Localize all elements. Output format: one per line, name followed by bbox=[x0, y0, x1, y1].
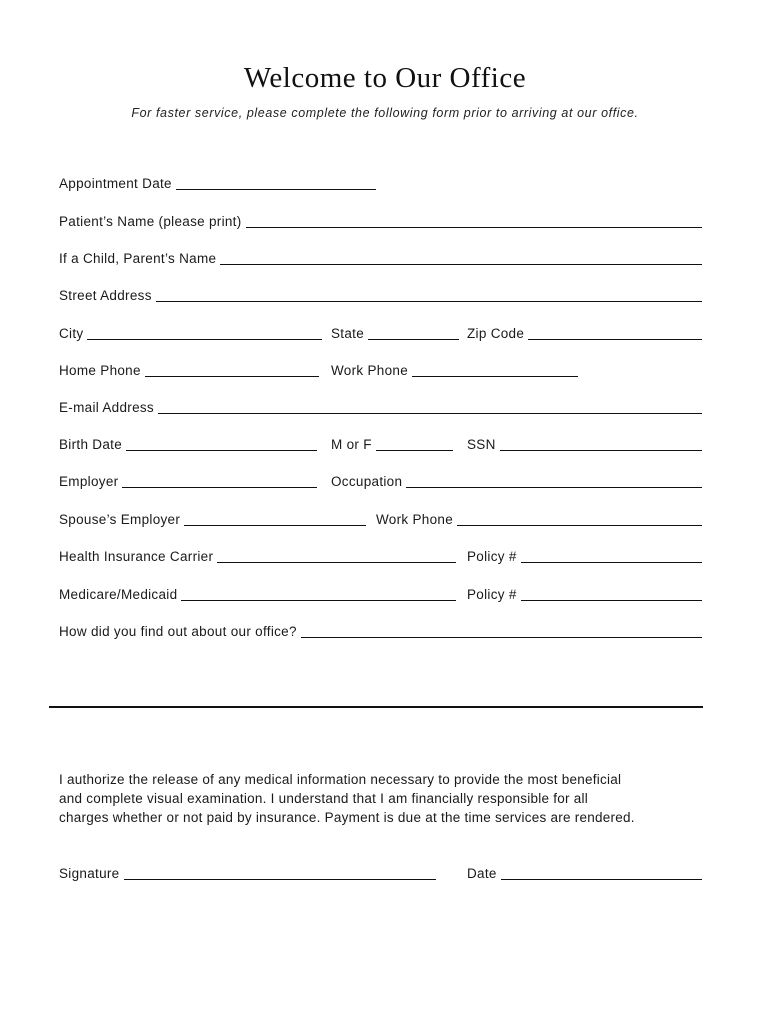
row-patient-name bbox=[59, 210, 703, 232]
sex-label: M or F bbox=[331, 437, 372, 452]
authorization-line-1: I authorize the release of any medical information necessary to provide the most beneficial bbox=[59, 772, 622, 787]
state-label: State bbox=[331, 326, 365, 341]
sex-line[interactable] bbox=[376, 436, 453, 451]
signature-date-field[interactable] bbox=[467, 862, 702, 882]
policy-number-line[interactable] bbox=[521, 548, 702, 563]
medicare-medicaid-field[interactable] bbox=[59, 583, 456, 603]
spouse-work-phone-field[interactable] bbox=[376, 508, 702, 528]
home-phone-label: Home Phone bbox=[59, 363, 141, 378]
authorization-text bbox=[59, 770, 719, 827]
appointment-date-field[interactable] bbox=[59, 172, 376, 192]
signature-label: Signature bbox=[59, 866, 120, 881]
signature-date-line[interactable] bbox=[501, 865, 702, 880]
policy-number-label: Policy # bbox=[467, 549, 517, 564]
referral-line[interactable] bbox=[301, 623, 702, 638]
row-appointment bbox=[59, 172, 703, 194]
zip-code-line[interactable] bbox=[528, 325, 702, 340]
street-address-line[interactable] bbox=[156, 287, 702, 302]
ssn-line[interactable] bbox=[500, 436, 702, 451]
work-phone-label: Work Phone bbox=[331, 363, 409, 378]
patient-name-label: Patient’s Name (please print) bbox=[59, 214, 242, 229]
row-street-address bbox=[59, 284, 703, 306]
form-title: Welcome to Our Office bbox=[243, 62, 527, 94]
appointment-date-line[interactable] bbox=[176, 175, 376, 190]
medicare-policy-field[interactable] bbox=[467, 583, 702, 603]
row-parent-name bbox=[59, 247, 703, 269]
work-phone-field[interactable] bbox=[331, 359, 578, 379]
authorization-line-3: charges whether or not paid by insurance. Payment is due at the time services are rendered. bbox=[59, 810, 635, 825]
home-phone-field[interactable] bbox=[59, 359, 319, 379]
home-phone-line[interactable] bbox=[145, 362, 319, 377]
state-line[interactable] bbox=[368, 325, 459, 340]
birth-date-field[interactable] bbox=[59, 433, 317, 453]
occupation-line[interactable] bbox=[406, 473, 702, 488]
email-address-field[interactable] bbox=[59, 396, 702, 416]
spouse-work-phone-line[interactable] bbox=[457, 511, 702, 526]
insurance-carrier-field[interactable] bbox=[59, 545, 456, 565]
state-field[interactable] bbox=[331, 322, 459, 342]
row-email bbox=[59, 396, 703, 418]
section-divider bbox=[49, 706, 703, 708]
ssn-field[interactable] bbox=[467, 433, 702, 453]
patient-name-line[interactable] bbox=[246, 213, 702, 228]
medicare-medicaid-line[interactable] bbox=[181, 586, 456, 601]
parent-name-label: If a Child, Parent’s Name bbox=[59, 251, 217, 266]
employer-field[interactable] bbox=[59, 470, 317, 490]
row-spouse bbox=[59, 508, 703, 530]
signature-field[interactable] bbox=[59, 862, 436, 882]
insurance-carrier-line[interactable] bbox=[217, 548, 456, 563]
city-field[interactable] bbox=[59, 322, 322, 342]
birth-date-label: Birth Date bbox=[59, 437, 123, 452]
spouse-employer-label: Spouse’s Employer bbox=[59, 512, 181, 527]
patient-name-field[interactable] bbox=[59, 210, 702, 230]
medicare-medicaid-label: Medicare/Medicaid bbox=[59, 587, 178, 602]
city-label: City bbox=[59, 326, 84, 341]
employer-label: Employer bbox=[59, 474, 119, 489]
email-address-label: E-mail Address bbox=[59, 400, 154, 415]
parent-name-line[interactable] bbox=[220, 250, 702, 265]
medicare-policy-label: Policy # bbox=[467, 587, 517, 602]
row-referral bbox=[59, 620, 703, 642]
signature-line[interactable] bbox=[124, 865, 437, 880]
authorization-line-2: and complete visual examination. I understand that I am financially responsible for all bbox=[59, 791, 589, 806]
row-medicare bbox=[59, 583, 703, 605]
zip-code-label: Zip Code bbox=[467, 326, 525, 341]
occupation-label: Occupation bbox=[331, 474, 403, 489]
medicare-policy-line[interactable] bbox=[521, 586, 702, 601]
row-employer-occupation bbox=[59, 470, 703, 492]
spouse-employer-line[interactable] bbox=[184, 511, 366, 526]
appointment-date-label: Appointment Date bbox=[59, 176, 172, 191]
insurance-carrier-label: Health Insurance Carrier bbox=[59, 549, 214, 564]
city-line[interactable] bbox=[87, 325, 322, 340]
work-phone-line[interactable] bbox=[412, 362, 578, 377]
ssn-label: SSN bbox=[467, 437, 496, 452]
row-city-state-zip bbox=[59, 322, 703, 344]
row-phones bbox=[59, 359, 703, 381]
zip-code-field[interactable] bbox=[467, 322, 702, 342]
row-signature bbox=[59, 862, 703, 884]
street-address-label: Street Address bbox=[59, 288, 152, 303]
signature-date-label: Date bbox=[467, 866, 497, 881]
referral-label: How did you find out about our office? bbox=[59, 624, 297, 639]
occupation-field[interactable] bbox=[331, 470, 702, 490]
birth-date-line[interactable] bbox=[126, 436, 317, 451]
form-subtitle: For faster service, please complete the following form prior to arriving at our office. bbox=[131, 106, 639, 120]
parent-name-field[interactable] bbox=[59, 247, 702, 267]
row-insurance bbox=[59, 545, 703, 567]
employer-line[interactable] bbox=[122, 473, 317, 488]
street-address-field[interactable] bbox=[59, 284, 702, 304]
referral-field[interactable] bbox=[59, 620, 702, 640]
sex-field[interactable] bbox=[331, 433, 453, 453]
policy-number-field[interactable] bbox=[467, 545, 702, 565]
email-address-line[interactable] bbox=[158, 399, 702, 414]
spouse-employer-field[interactable] bbox=[59, 508, 366, 528]
row-birth-sex-ssn bbox=[59, 433, 703, 455]
spouse-work-phone-label: Work Phone bbox=[376, 512, 454, 527]
